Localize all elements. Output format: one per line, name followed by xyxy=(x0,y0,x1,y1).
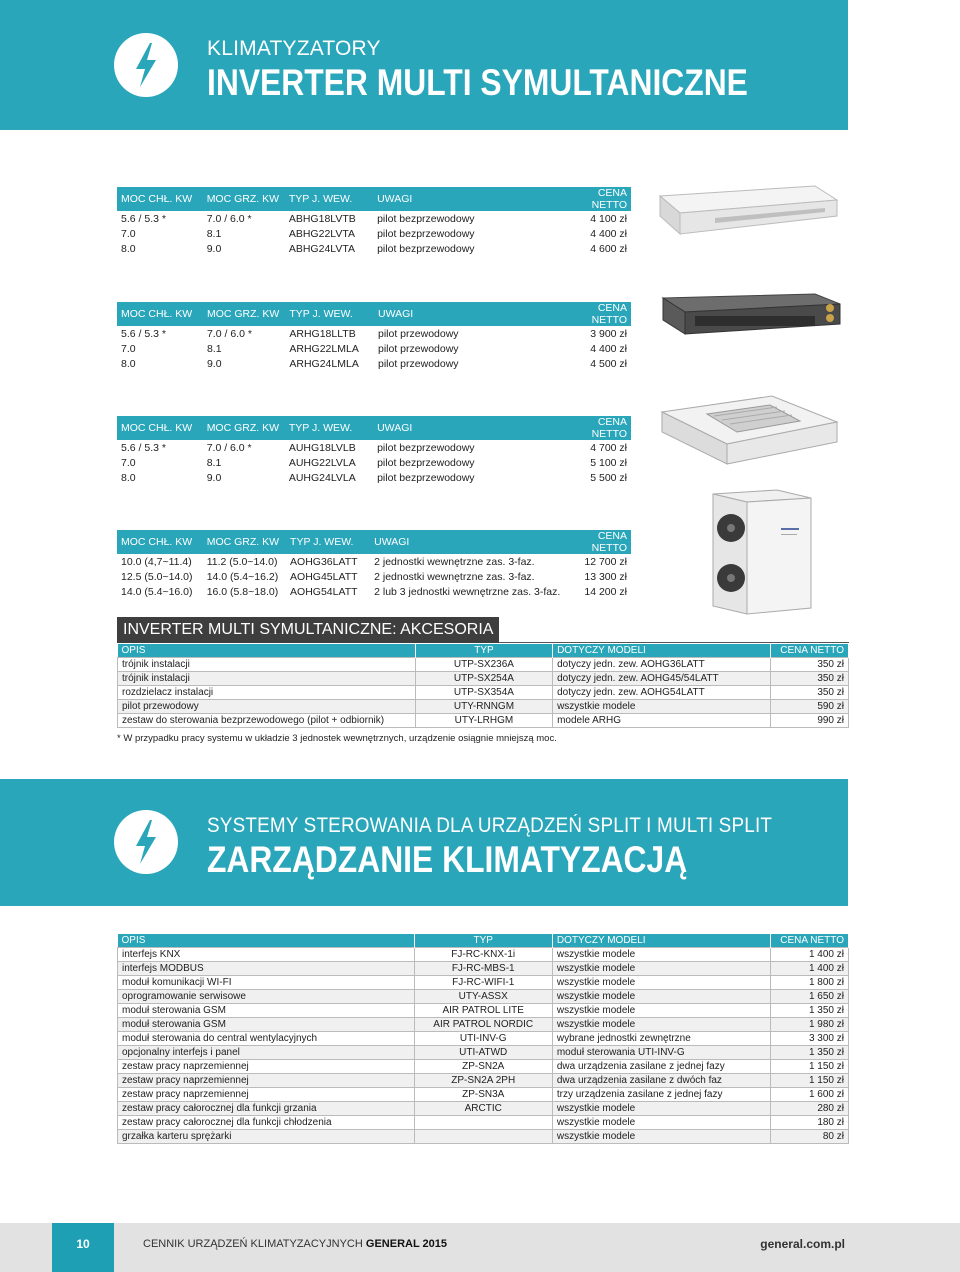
cell: 5 500 zł xyxy=(590,471,627,484)
table-row xyxy=(117,211,631,226)
col-header: TYP xyxy=(415,644,552,658)
table-row xyxy=(117,470,631,485)
cell: 14.0 (5.4~16.0) xyxy=(121,585,193,598)
cell: zestaw pracy całorocznej dla funkcji chłodzenia xyxy=(118,1116,415,1130)
cell: 9.0 xyxy=(206,357,222,370)
cell: dotyczy jedn. zew. AOHG36LATT xyxy=(553,658,771,672)
col-header: MOC GRZ. KW xyxy=(203,187,285,211)
cell: 350 zł xyxy=(770,686,848,700)
cell: 11.2 (5.0~14.0) xyxy=(206,555,278,568)
cell: moduł komunikacji WI-FI xyxy=(118,976,415,990)
cell: ARHG22LMLA xyxy=(289,342,359,355)
col-header: CENA NETTO xyxy=(560,416,631,440)
outdoor-unit-image xyxy=(707,488,817,616)
cell: 5.6 / 5.3 * xyxy=(121,327,166,340)
table-row xyxy=(118,1046,849,1060)
cell: 7.0 xyxy=(121,227,136,240)
cell xyxy=(414,1116,552,1130)
cell: 1 350 zł xyxy=(770,1004,848,1018)
cell: 4 400 zł xyxy=(590,342,627,355)
duct-unit-image xyxy=(655,290,845,340)
cell: ARHG18LLTB xyxy=(289,327,356,340)
cell: zestaw pracy naprzemiennej xyxy=(118,1074,415,1088)
col-header: MOC CHŁ. KW xyxy=(117,302,203,326)
cell: 12 700 zł xyxy=(584,555,627,568)
table-header xyxy=(117,416,631,440)
table-row xyxy=(117,326,631,341)
cell: 8.0 xyxy=(121,471,136,484)
cell: grzałka karteru sprężarki xyxy=(118,1130,415,1144)
cell: wszystkie modele xyxy=(552,976,770,990)
col-header: TYP J. WEW. xyxy=(285,302,374,326)
footer xyxy=(0,1223,960,1272)
col-header: TYP xyxy=(414,934,552,948)
cell: ABHG18LVTB xyxy=(288,212,356,225)
cell: 1 800 zł xyxy=(770,976,848,990)
cell: pilot bezprzewodowy xyxy=(377,227,475,240)
col-header: UWAGI xyxy=(370,530,566,554)
cell: AUHG24LVLA xyxy=(288,471,356,484)
col-header: OPIS xyxy=(118,644,416,658)
product-table-1 xyxy=(117,187,631,256)
table-row xyxy=(118,686,849,700)
cell: 350 zł xyxy=(770,658,848,672)
table-row xyxy=(118,1004,849,1018)
col-header: MOC GRZ. KW xyxy=(203,416,285,440)
col-header: MOC GRZ. KW xyxy=(203,302,285,326)
cell: FJ-RC-KNX-1i xyxy=(414,948,552,962)
cell: wszystkie modele xyxy=(552,1004,770,1018)
col-header: CENA NETTO xyxy=(567,530,631,554)
cell: opcjonalny interfejs i panel xyxy=(118,1046,415,1060)
accessories-table xyxy=(117,644,849,728)
cell: 280 zł xyxy=(770,1102,848,1116)
table-row xyxy=(118,1130,849,1144)
cell: 180 zł xyxy=(770,1116,848,1130)
cell: ABHG24LVTA xyxy=(288,242,355,255)
cell: 14 200 zł xyxy=(584,585,627,598)
cell: 7.0 / 6.0 * xyxy=(206,327,252,340)
footer-text xyxy=(143,1238,447,1250)
table-row xyxy=(117,569,631,584)
table-row xyxy=(117,440,631,455)
table-row xyxy=(118,1060,849,1074)
cell: 9.0 xyxy=(206,471,222,484)
cell: zestaw pracy całorocznej dla funkcji grzania xyxy=(118,1102,415,1116)
cell: pilot bezprzewodowy xyxy=(377,212,475,225)
footer-brand: GENERAL 2015 xyxy=(365,1238,447,1250)
ceiling-unit-image xyxy=(655,178,840,238)
col-header: CENA NETTO xyxy=(560,187,631,211)
cell: moduł sterowania GSM xyxy=(118,1004,415,1018)
col-header: TYP J. WEW. xyxy=(286,530,370,554)
table-row xyxy=(118,714,849,728)
table-row xyxy=(118,700,849,714)
cell: pilot bezprzewodowy xyxy=(377,441,475,454)
cell: 8.0 xyxy=(121,242,136,255)
cell: 8.1 xyxy=(206,342,222,355)
col-header: TYP J. WEW. xyxy=(285,187,373,211)
cell: 1 650 zł xyxy=(770,990,848,1004)
cell: wszystkie modele xyxy=(552,1116,770,1130)
footnote: * W przypadku pracy systemu w układzie 3 jednostek wewnętrznych, urządzenie osiągnie mniejszą moc. xyxy=(117,733,557,744)
cell: 4 400 zł xyxy=(590,227,627,240)
cell: wszystkie modele xyxy=(552,1102,770,1116)
cell: UTY-RNNGM xyxy=(415,700,552,714)
cell: 16.0 (5.8~18.0) xyxy=(206,585,279,598)
cell: ABHG22LVTA xyxy=(288,227,355,240)
cell: ZP-SN2A xyxy=(414,1060,552,1074)
page-number: 10 xyxy=(52,1223,114,1272)
cell: wszystkie modele xyxy=(552,1130,770,1144)
cell: 7.0 / 6.0 * xyxy=(206,212,252,225)
table-row xyxy=(117,226,631,241)
cell: moduł sterowania do central wentylacyjnych xyxy=(118,1032,415,1046)
col-header: TYP J. WEW. xyxy=(285,416,373,440)
cell: UTI-INV-G xyxy=(414,1032,552,1046)
product-table-4 xyxy=(117,530,631,599)
cell: trójnik instalacji xyxy=(118,672,416,686)
controls-category-label: SYSTEMY STEROWANIA DLA URZĄDZEŃ SPLIT I MULTI SPLIT xyxy=(207,814,773,837)
cell: 1 600 zł xyxy=(770,1088,848,1102)
cell: 2 lub 3 jednostki wewnętrzne zas. 3-faz. xyxy=(374,585,561,598)
controls-title: ZARZĄDZANIE KLIMATYZACJĄ xyxy=(207,839,688,880)
cell xyxy=(414,1130,552,1144)
cell: trzy urządzenia zasilane z jednej fazy xyxy=(552,1088,770,1102)
cell: 3 900 zł xyxy=(590,327,627,340)
col-header: OPIS xyxy=(118,934,415,948)
table-row xyxy=(118,962,849,976)
controls-table xyxy=(117,934,849,1144)
cell: wszystkie modele xyxy=(552,962,770,976)
product-table-2 xyxy=(117,302,631,371)
cell: 12.5 (5.0~14.0) xyxy=(121,570,193,583)
col-header: CENA NETTO xyxy=(770,934,848,948)
cell: AIR PATROL LITE xyxy=(414,1004,552,1018)
table-row xyxy=(118,948,849,962)
cell: 7.0 xyxy=(121,456,136,469)
col-header: DOTYCZY MODELI xyxy=(552,934,770,948)
cell: 1 150 zł xyxy=(770,1060,848,1074)
cell: 350 zł xyxy=(770,672,848,686)
col-header: UWAGI xyxy=(373,416,560,440)
lightning-icon xyxy=(114,810,178,874)
footer-catalog-title: CENNIK URZĄDZEŃ KLIMATYZACYJNYCH xyxy=(143,1238,363,1250)
table-row xyxy=(117,554,631,569)
cell: 14.0 (5.4~16.2) xyxy=(206,570,279,583)
cell: 1 150 zł xyxy=(770,1074,848,1088)
col-header: UWAGI xyxy=(374,302,560,326)
cell: 1 400 zł xyxy=(770,948,848,962)
cell: dotyczy jedn. zew. AOHG54LATT xyxy=(553,686,771,700)
table-row xyxy=(118,976,849,990)
cell: AUHG18LVLB xyxy=(288,441,356,454)
cell: zestaw pracy naprzemiennej xyxy=(118,1060,415,1074)
cell: dwa urządzenia zasilane z jednej fazy xyxy=(552,1060,770,1074)
cell: 4 700 zł xyxy=(590,441,627,454)
accessories-title: INVERTER MULTI SYMULTANICZNE: AKCESORIA xyxy=(117,617,499,643)
cell: UTY-ASSX xyxy=(414,990,552,1004)
table-row xyxy=(118,990,849,1004)
cell: 3 300 zł xyxy=(770,1032,848,1046)
cell: zestaw do sterowania bezprzewodowego (pilot + odbiornik) xyxy=(118,714,416,728)
cell: wszystkie modele xyxy=(553,700,771,714)
cell: modele ARHG xyxy=(553,714,771,728)
cell: 80 zł xyxy=(770,1130,848,1144)
col-header: MOC CHŁ. KW xyxy=(117,187,203,211)
table-row xyxy=(118,1088,849,1102)
cell: wszystkie modele xyxy=(552,1018,770,1032)
cell: wszystkie modele xyxy=(552,990,770,1004)
cell: 8.1 xyxy=(206,456,222,469)
cell: moduł sterowania UTI-INV-G xyxy=(552,1046,770,1060)
table-header xyxy=(117,530,631,554)
table-header xyxy=(118,644,849,658)
table-row xyxy=(118,1102,849,1116)
cell: AOHG36LATT xyxy=(290,555,358,568)
table-row xyxy=(118,1018,849,1032)
table-row xyxy=(117,584,631,599)
cell: 1 400 zł xyxy=(770,962,848,976)
col-header: MOC CHŁ. KW xyxy=(117,416,203,440)
col-header: MOC CHŁ. KW xyxy=(117,530,203,554)
cell: dotyczy jedn. zew. AOHG45/54LATT xyxy=(553,672,771,686)
cell: 9.0 xyxy=(206,242,222,255)
cell: 5.6 / 5.3 * xyxy=(121,441,166,454)
cell: 13 300 zł xyxy=(584,570,627,583)
col-header: MOC GRZ. KW xyxy=(203,530,286,554)
cassette-unit-image xyxy=(652,392,842,482)
cell: UTP-SX254A xyxy=(415,672,552,686)
cell: AIR PATROL NORDIC xyxy=(414,1018,552,1032)
cell: ARCTIC xyxy=(414,1102,552,1116)
cell: pilot bezprzewodowy xyxy=(377,242,475,255)
cell: 4 600 zł xyxy=(590,242,627,255)
cell: FJ-RC-MBS-1 xyxy=(414,962,552,976)
col-header: UWAGI xyxy=(373,187,560,211)
cell: 7.0 / 6.0 * xyxy=(206,441,252,454)
cell: moduł sterowania GSM xyxy=(118,1018,415,1032)
col-header: CENA NETTO xyxy=(770,644,848,658)
cell: AOHG54LATT xyxy=(290,585,358,598)
cell: 4 100 zł xyxy=(590,212,627,225)
cell: FJ-RC-WIFI-1 xyxy=(414,976,552,990)
table-row xyxy=(117,455,631,470)
cell: 990 zł xyxy=(770,714,848,728)
table-row xyxy=(118,1032,849,1046)
cell: UTP-SX354A xyxy=(415,686,552,700)
cell: pilot bezprzewodowy xyxy=(377,471,475,484)
cell: ZP-SN3A xyxy=(414,1088,552,1102)
table-row xyxy=(117,241,631,256)
cell: rozdzielacz instalacji xyxy=(118,686,416,700)
cell: 5 100 zł xyxy=(590,456,627,469)
cell: 1 980 zł xyxy=(770,1018,848,1032)
cell: pilot przewodowy xyxy=(378,327,459,340)
cell: pilot przewodowy xyxy=(378,342,459,355)
cell: 10.0 (4,7~11.4) xyxy=(121,555,192,568)
cell: 2 jednostki wewnętrzne zas. 3-faz. xyxy=(374,570,535,583)
col-header: CENA NETTO xyxy=(560,302,631,326)
cell: wszystkie modele xyxy=(552,948,770,962)
cell: AUHG22LVLA xyxy=(288,456,356,469)
cell: 4 500 zł xyxy=(590,357,627,370)
page-title: INVERTER MULTI SYMULTANICZNE xyxy=(207,62,748,103)
cell: 8.0 xyxy=(121,357,136,370)
cell: dwa urządzenia zasilane z dwóch faz xyxy=(552,1074,770,1088)
table-row xyxy=(117,356,631,371)
table-header xyxy=(117,302,631,326)
cell: 7.0 xyxy=(121,342,136,355)
table-row xyxy=(117,341,631,356)
cell: 5.6 / 5.3 * xyxy=(121,212,166,225)
cell: interfejs KNX xyxy=(118,948,415,962)
cell: 8.1 xyxy=(206,227,222,240)
cell: wybrane jednostki zewnętrzne xyxy=(552,1032,770,1046)
product-table-3 xyxy=(117,416,631,485)
table-row xyxy=(118,1116,849,1130)
table-header xyxy=(117,187,631,211)
cell: UTP-SX236A xyxy=(415,658,552,672)
cell: interfejs MODBUS xyxy=(118,962,415,976)
cell: pilot przewodowy xyxy=(378,357,459,370)
cell: UTI-ATWD xyxy=(414,1046,552,1060)
cell: pilot przewodowy xyxy=(118,700,416,714)
table-row xyxy=(118,658,849,672)
cell: oprogramowanie serwisowe xyxy=(118,990,415,1004)
cell: 1 350 zł xyxy=(770,1046,848,1060)
lightning-icon xyxy=(114,33,178,97)
cell: ARHG24LMLA xyxy=(289,357,359,370)
cell: 2 jednostki wewnętrzne zas. 3-faz. xyxy=(374,555,535,568)
cell: pilot bezprzewodowy xyxy=(377,456,475,469)
cell: AOHG45LATT xyxy=(290,570,358,583)
cell: zestaw pracy naprzemiennej xyxy=(118,1088,415,1102)
cell: ZP-SN2A 2PH xyxy=(414,1074,552,1088)
table-row xyxy=(118,672,849,686)
cell: UTY-LRHGM xyxy=(415,714,552,728)
category-label: KLIMATYZATORY xyxy=(207,37,381,60)
website-link[interactable]: general.com.pl xyxy=(760,1237,845,1251)
table-header xyxy=(118,934,849,948)
col-header: DOTYCZY MODELI xyxy=(553,644,771,658)
table-row xyxy=(118,1074,849,1088)
cell: 590 zł xyxy=(770,700,848,714)
cell: trójnik instalacji xyxy=(118,658,416,672)
